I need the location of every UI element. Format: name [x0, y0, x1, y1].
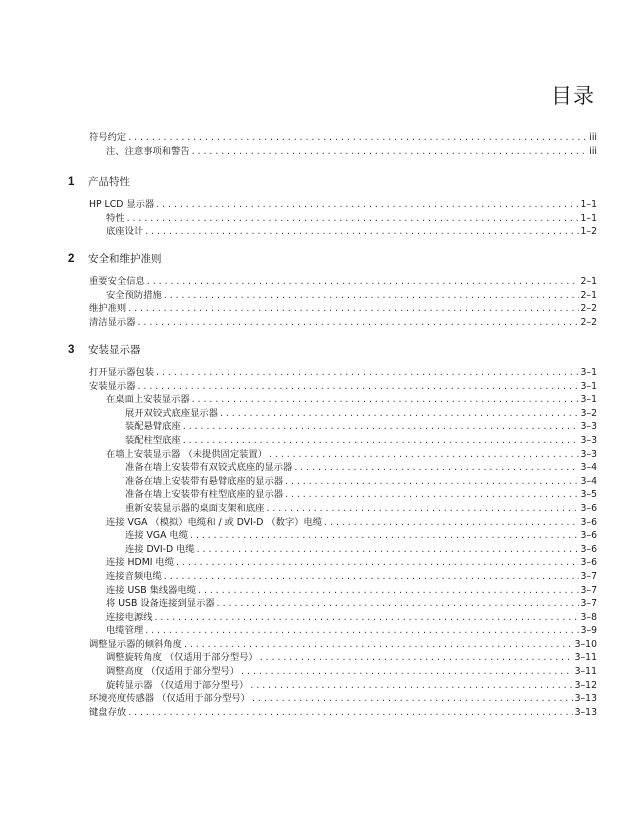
toc-entry-page: 3–13: [574, 693, 597, 705]
dot-leader: [197, 543, 579, 557]
toc-entry[interactable]: [89, 393, 597, 407]
dot-leader: [250, 679, 572, 693]
dot-leader: [156, 198, 578, 212]
toc-entry[interactable]: [89, 289, 597, 303]
toc-entry-page: 3–1: [580, 394, 597, 406]
dot-leader: [176, 556, 579, 570]
dot-leader: [183, 420, 579, 434]
dot-leader: [145, 225, 578, 239]
dot-leader: [192, 145, 588, 159]
chapter-heading[interactable]: [68, 342, 597, 356]
toc-entry-page: 3–3: [580, 448, 597, 460]
toc-entry-page: 3–6: [580, 516, 597, 528]
toc-entry-page: 1–2: [580, 226, 597, 238]
toc-entry[interactable]: [89, 212, 597, 226]
dot-leader: [128, 706, 572, 720]
dot-leader: [241, 665, 572, 679]
toc-entry-page: 3–12: [574, 679, 597, 691]
chapter-title: 安全和维护准则: [88, 253, 162, 265]
toc-entry-page: 3–4: [580, 475, 597, 487]
chapter-entries: [89, 366, 597, 719]
front-matter: [89, 131, 597, 158]
dot-leader: [269, 448, 579, 462]
toc-entry[interactable]: [89, 275, 597, 289]
toc-entry-page: 3–11: [574, 652, 597, 664]
dot-leader: [198, 584, 578, 598]
toc-entry-page: 3–6: [580, 502, 597, 514]
chapter-2: [68, 251, 597, 329]
toc-entry-label: 准备在墙上安装带有柱型底座的显示器: [125, 489, 284, 501]
toc-entry-label: 旋转显示器 （仅适用于部分型号）: [106, 679, 249, 691]
dot-leader: [128, 302, 578, 316]
toc-entry[interactable]: [89, 366, 597, 380]
toc-entry-page: 3–7: [580, 570, 597, 582]
chapter-entries: [89, 275, 597, 329]
toc-entry[interactable]: [89, 651, 597, 665]
dot-leader: [260, 651, 573, 665]
toc-entry-label: 展开双铰式底座显示器: [125, 407, 218, 419]
toc-entry-page: 3–9: [580, 625, 597, 637]
dot-leader: [155, 611, 579, 625]
toc-entry-page: 3–8: [580, 611, 597, 623]
toc-entry-label: 准备在墙上安装带有双铰式底座的显示器: [125, 462, 293, 474]
toc-entry-page: 3–1: [580, 380, 597, 392]
toc-entry-page: 2–1: [580, 276, 597, 287]
dot-leader: [184, 638, 573, 652]
dot-leader: [138, 316, 579, 330]
toc-entry-page: 2–1: [580, 289, 597, 301]
toc-entry-label: 在桌面上安装显示器: [106, 394, 190, 406]
toc-entry[interactable]: [89, 420, 597, 434]
chapter-number: 2: [68, 253, 75, 265]
toc-entry[interactable]: [89, 302, 597, 316]
dot-leader: [324, 516, 578, 530]
toc-entry-page: 3–6: [580, 543, 597, 555]
toc-entry-page: 3–5: [580, 489, 597, 501]
toc-entry-label: 安全预防措施: [106, 289, 162, 301]
toc-entry[interactable]: [89, 679, 597, 693]
dot-leader: [192, 393, 579, 407]
toc-entry-page: 3–2: [580, 407, 597, 419]
toc-entry-label: 连接 HDMI 电缆: [106, 557, 175, 569]
toc-entry-label: 连接 VGA 电缆: [125, 530, 189, 542]
dot-leader: [285, 488, 578, 502]
dot-leader: [252, 692, 573, 706]
dot-leader: [128, 131, 587, 145]
toc-entry-label: 连接 VGA （模拟）电缆和 / 或 DVI-D （数字）电缆: [106, 516, 323, 528]
page-title: 目录: [551, 84, 595, 109]
toc-entry-page: 3–3: [580, 421, 597, 433]
toc-entry[interactable]: [89, 198, 597, 212]
toc-entry-page: 3–13: [574, 706, 597, 718]
toc-entry[interactable]: [89, 502, 597, 516]
toc-entry-label: 连接 DVI-D 电缆: [125, 543, 195, 555]
toc-entry[interactable]: [89, 611, 597, 625]
toc-entry-page: 3–11: [574, 666, 597, 678]
toc-entry-label: 将 USB 设备连接到显示器: [106, 598, 215, 610]
dot-leader: [127, 212, 579, 226]
toc-entry-label: 装配悬臂底座: [125, 421, 181, 433]
toc-entry[interactable]: [89, 145, 597, 159]
dot-leader: [156, 366, 578, 380]
toc-entry-label: 维护准则: [89, 303, 127, 315]
toc-entry-page: 2–2: [580, 316, 597, 328]
toc-entry-page: iii: [589, 145, 597, 157]
toc-entry-page: 3–10: [574, 638, 597, 650]
dot-leader: [266, 502, 578, 516]
toc-entry-page: 3–6: [580, 530, 597, 542]
toc-entry-label: 打开显示器包装: [89, 367, 155, 378]
toc-entry[interactable]: [89, 448, 597, 462]
toc-entry-label: 连接电源线: [106, 611, 153, 623]
dot-leader: [138, 380, 579, 394]
chapter-number: 3: [68, 344, 75, 356]
toc-entry[interactable]: [89, 706, 597, 720]
dot-leader: [183, 434, 579, 448]
toc-entry-label: 电缆管理: [106, 625, 144, 637]
toc-entry-label: 清洁显示器: [89, 316, 136, 328]
dot-leader: [190, 529, 578, 543]
chapter-number: 1: [68, 176, 75, 188]
dot-leader: [164, 289, 579, 303]
toc-entry-label: 重新安装显示器的桌面支架和底座: [125, 502, 265, 514]
toc-entry-label: 环境亮度传感器 （仅适用于部分型号）: [89, 693, 251, 705]
dot-leader: [145, 624, 578, 638]
toc-entry[interactable]: [89, 407, 597, 421]
chapter-title: 产品特性: [88, 176, 130, 188]
chapter-3: [68, 342, 597, 719]
toc-entry-page: 3–6: [580, 557, 597, 569]
toc-entry-label: 注、注意事项和警告: [106, 145, 190, 157]
toc-entry-label: 连接 USB 集线器电缆: [106, 584, 197, 596]
toc-entry-page: 3–1: [580, 367, 597, 378]
toc-entry-label: 装配柱型底座: [125, 434, 181, 446]
toc-entry-page: 3–3: [580, 434, 597, 446]
toc-entry[interactable]: [89, 692, 597, 706]
toc-entry[interactable]: [89, 461, 597, 475]
toc-entry-page: iii: [589, 132, 597, 143]
toc-entry[interactable]: [89, 570, 597, 584]
toc-entry[interactable]: [89, 488, 597, 502]
toc-entry[interactable]: [89, 131, 597, 145]
toc-entry-label: 底座设计: [106, 226, 144, 238]
toc-entry[interactable]: [89, 584, 597, 598]
dot-leader: [285, 475, 578, 489]
toc-entry[interactable]: [89, 543, 597, 557]
toc-entry-page: 3–7: [580, 584, 597, 596]
dot-leader: [147, 275, 579, 289]
toc-entry[interactable]: [89, 597, 597, 611]
chapter-entries: [89, 198, 597, 239]
toc-entry[interactable]: [89, 380, 597, 394]
chapter-heading[interactable]: [68, 174, 597, 188]
toc-entry-page: 3–4: [580, 462, 597, 474]
chapter-1: [68, 174, 597, 239]
toc-entry-label: 调整高度 （仅适用于部分型号）: [106, 666, 240, 678]
toc-entry[interactable]: [89, 516, 597, 530]
toc-entry[interactable]: [89, 665, 597, 679]
toc-entry-label: 准备在墙上安装带有悬臂底座的显示器: [125, 475, 284, 487]
toc-entry[interactable]: [89, 225, 597, 239]
toc-entry-label: 连接音频电缆: [106, 570, 162, 582]
toc-entry-label: 调整旋转角度 （仅适用于部分型号）: [106, 652, 258, 664]
toc-entry-label: 在墙上安装显示器 （未提供固定装置）: [106, 448, 268, 460]
toc-entry-page: 1–1: [580, 199, 597, 210]
dot-leader: [294, 461, 578, 475]
dot-leader: [217, 597, 579, 611]
toc-entry[interactable]: [89, 316, 597, 330]
toc-entry-label: 键盘存放: [89, 706, 127, 718]
toc-entry-page: 3–7: [580, 598, 597, 610]
toc-entry[interactable]: [89, 624, 597, 638]
toc-entry-label: 调整显示器的倾斜角度: [89, 638, 182, 650]
toc-entry[interactable]: [89, 529, 597, 543]
chapter-heading[interactable]: [68, 251, 597, 265]
toc-entry-page: 1–1: [580, 212, 597, 224]
toc-entry-label: HP LCD 显示器: [89, 199, 155, 210]
toc-entry[interactable]: [89, 475, 597, 489]
toc-entry-page: 2–2: [580, 303, 597, 315]
toc-entry-label: 符号约定: [89, 132, 127, 143]
toc-entry-label: 安装显示器: [89, 380, 136, 392]
toc-entry[interactable]: [89, 638, 597, 652]
toc-entry[interactable]: [89, 556, 597, 570]
toc-entry[interactable]: [89, 434, 597, 448]
toc-entry-label: 重要安全信息: [89, 276, 145, 287]
dot-leader: [220, 407, 579, 421]
toc-entry-label: 特性: [106, 212, 125, 224]
chapter-title: 安装显示器: [88, 344, 141, 356]
dot-leader: [164, 570, 579, 584]
